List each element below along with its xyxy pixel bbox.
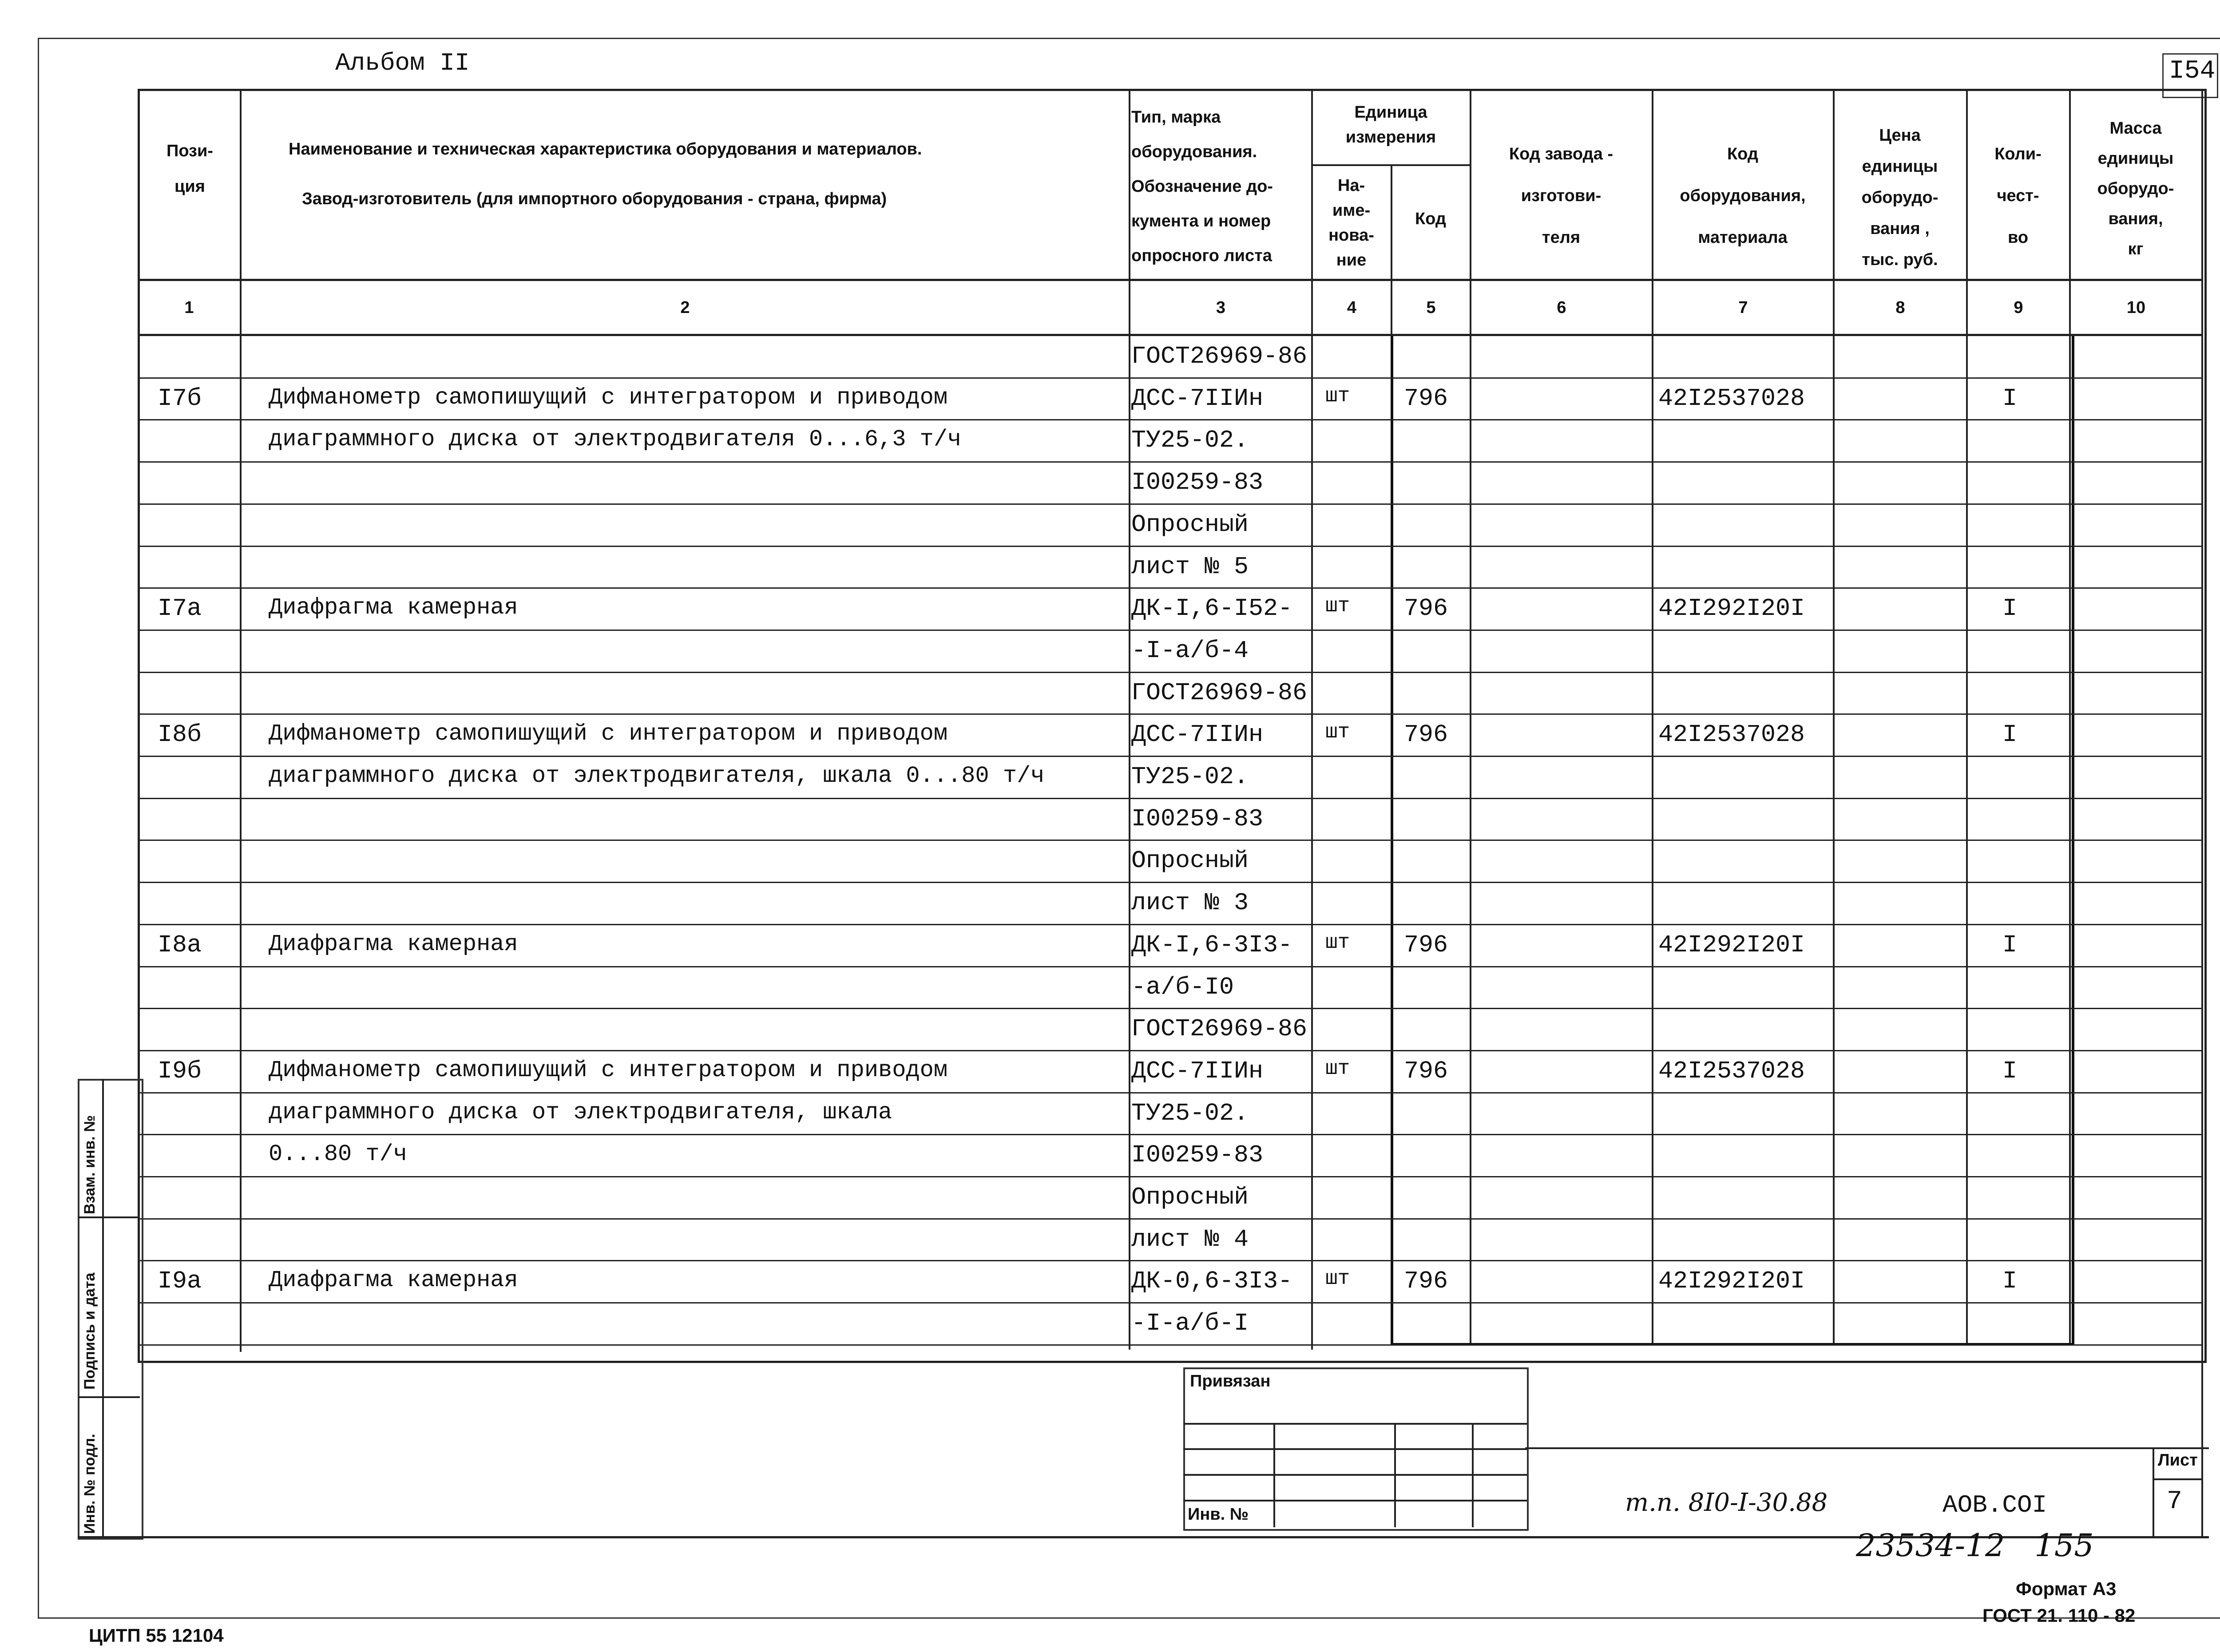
cell-type: -а/б-I0 (1131, 973, 1234, 1001)
cell-name: Диафрагма камерная (269, 594, 518, 621)
document-code: АОВ.СОI (1942, 1491, 2047, 1519)
cell-equip: 42I292I20I (1658, 1267, 1805, 1295)
format-label: Формат А3 (2016, 1578, 2117, 1599)
cell-name: диаграммного диска от электродвигателя, шкала (269, 1099, 892, 1125)
header-col7: Код оборудования, материала (1680, 145, 1806, 247)
cell-code: 796 (1404, 931, 1448, 959)
sheet-number: 7 (2167, 1487, 2182, 1516)
header-col9: Коли- чест- во (1994, 145, 2042, 247)
cell-type: лист № 4 (1131, 1225, 1249, 1253)
gost-label: ГОСТ 21. 110 - 82 (1982, 1605, 2136, 1626)
cell-code: 796 (1404, 1057, 1448, 1085)
cell-equip: 42I2537028 (1658, 721, 1805, 749)
page: Альбом II I54 Пози- ция Наименование и техническая характеристика оборудования и материалов. Завод-изготовитель (для импортного оборудования - страна, фирма) Тип, марка оборудования. Обозначение до- кумента и номер опросного листа Единица измерения На- име- нова- ние Код Код завода - изготови- теля Код оборудования, материала Цена единицы оборудо- вания , тыс. руб. Коли- чест- во Масса единицы оборудо- вания, кг 1 2 3 4 5 6 7 8 9 10 ГОСТ26969-86 I7б Дифманометр самопишущий с интегратором и приводом ДСС-7IIИн шт 796 42I2537028 I диаграммного диска от электродвигателя 0...6,3 т/ч ТУ25-02. I00259-83 Опросный лист № 5 I7а Диафрагма камерная ДК-I,6-I52- шт 796 42I292I20I I -I-а/б-4 ГОСТ26969-86 I8б Дифманометр самопишущий с интегратором и приводом ДСС-7IIИн шт 796 42I2537028 I диаграммного диска от электродвигателя, шкала 0...80 т/ч ТУ25-02. I00259-83 Опросный лист № 3 I8а Диафрагма камерная ДК-I,6-3I3- шт 796 42I292I20I I -а/б-I0 ГОСТ26969-86 I9б Дифманометр самопишущий с интегратором и приводом ДСС-7IIИн шт 796 42I2537028 I диаграммного диска от электродвигателя, шкала ТУ25-02. 0...80 т/ч I00259-83 Опросный лист № 4 I9а Диафрагма камерная ДК-0,6-3I3- шт 796 42I292I20I I -I-а/б-I Взам. инв. № Подпись и дата Инв. № подл. Привязан Инв. № т.п. 8I0-I-30.88 АОВ.СОI Лист 7 23534-12 155 Формат А3 ГОСТ 21. 110 - 82 ЦИТП 55 12104 (0, 0, 2220, 1652)
cell-type: -I-а/б-I (1131, 1309, 1249, 1338)
inv-no-label: Инв. № (1188, 1505, 1249, 1524)
cell-type: ТУ25-02. (1131, 426, 1249, 455)
cell-code: 796 (1404, 721, 1448, 749)
cell-type: I00259-83 (1131, 804, 1264, 833)
page-number: I54 (2169, 57, 2216, 86)
cell-type: ДК-I,6-I52- (1131, 594, 1293, 623)
cell-type: ДСС-7IIИн (1131, 384, 1264, 412)
cell-type: ДСС-7IIИн (1131, 1057, 1264, 1085)
cell-unit: шт (1325, 931, 1350, 954)
cell-type: ГОСТ26969-86 (1131, 342, 1308, 370)
cell-type: ТУ25-02. (1131, 1099, 1249, 1127)
cell-type: I00259-83 (1131, 1141, 1264, 1169)
cell-unit: шт (1325, 1057, 1350, 1080)
header-col5: Код (1415, 210, 1447, 228)
cell-name: Диафрагма камерная (269, 1267, 518, 1294)
cell-pos: I7б (158, 384, 202, 412)
cell-qty: I (2002, 1057, 2018, 1085)
printer-label: ЦИТП 55 12104 (89, 1625, 224, 1646)
cell-pos: I8б (158, 721, 202, 749)
cell-name: Диафрагма камерная (269, 931, 518, 957)
sheet-label: Лист (2158, 1451, 2198, 1470)
cell-pos: I8а (158, 931, 202, 959)
cell-code: 796 (1404, 384, 1448, 412)
cell-type: Опросный (1131, 510, 1249, 539)
header-col3: Тип, марка оборудования. Обозначение до- кумента и номер опросного листа (1131, 108, 1273, 265)
cell-unit: шт (1325, 721, 1350, 744)
cell-type: Опросный (1131, 847, 1249, 875)
header-col1: Пози- ция (166, 142, 213, 196)
cell-code: 796 (1404, 1267, 1448, 1295)
side-label-inv-podl: Инв. № подл. (81, 1434, 98, 1534)
header-col2-line2: Завод-изготовитель (для импортного оборудования - страна, фирма) (302, 190, 887, 208)
cell-type: лист № 3 (1131, 889, 1249, 917)
cell-equip: 42I2537028 (1658, 1057, 1805, 1085)
cell-name: 0...80 т/ч (269, 1141, 408, 1168)
cell-pos: I7а (158, 594, 202, 623)
header-col2-line1: Наименование и техническая характеристика оборудования и материалов. (289, 140, 922, 158)
cell-qty: I (2002, 1267, 2018, 1295)
cell-unit: шт (1325, 384, 1350, 408)
header-col10: Масса единицы оборудо- вания, кг (2097, 119, 2174, 258)
cell-qty: I (2002, 931, 2018, 959)
cell-name: Дифманометр самопишущий с интегратором и приводом (269, 721, 948, 747)
cell-name: диаграммного диска от электродвигателя, шкала 0...80 т/ч (269, 763, 1045, 789)
cell-type: лист № 5 (1131, 552, 1249, 581)
cell-equip: 42I292I20I (1658, 931, 1805, 959)
cell-equip: 42I292I20I (1658, 594, 1805, 623)
header-col6: Код завода - изготови- теля (1509, 145, 1613, 247)
cell-unit: шт (1325, 594, 1350, 618)
cell-type: ДК-I,6-3I3- (1131, 931, 1293, 959)
cell-type: ТУ25-02. (1131, 763, 1249, 791)
side-label-zam-inv: Взам. инв. № (81, 1115, 98, 1214)
cell-pos: I9а (158, 1267, 202, 1295)
cell-pos: I9б (158, 1057, 202, 1085)
header-col4: На- име- нова- ние (1328, 176, 1374, 269)
header-unit-group: Единица измерения (1345, 103, 1436, 147)
handwritten-number: 23534-12 155 (1856, 1527, 2094, 1564)
cell-type: ДК-0,6-3I3- (1131, 1267, 1293, 1295)
project-code: т.п. 8I0-I-30.88 (1625, 1488, 1828, 1517)
header-col8: Цена единицы оборудо- вания , тыс. руб. (1861, 126, 1939, 269)
cell-type: -I-а/б-4 (1131, 636, 1249, 665)
cell-name: диаграммного диска от электродвигателя 0...6,3 т/ч (269, 426, 962, 453)
cell-name: Дифманометр самопишущий с интегратором и приводом (269, 384, 948, 411)
album-label: Альбом II (335, 49, 470, 77)
cell-type: Опросный (1131, 1183, 1249, 1211)
cell-qty: I (2002, 721, 2018, 749)
cell-name: Дифманометр самопишущий с интегратором и приводом (269, 1057, 948, 1083)
cell-code: 796 (1404, 594, 1448, 623)
cell-equip: 42I2537028 (1658, 384, 1805, 412)
cell-type: ДСС-7IIИн (1131, 721, 1264, 749)
cell-qty: I (2002, 594, 2018, 623)
cell-qty: I (2002, 384, 2018, 412)
cell-type: ГОСТ26969-86 (1131, 678, 1308, 707)
privyazan-label: Привязан (1190, 1372, 1271, 1391)
cell-type: I00259-83 (1131, 468, 1264, 497)
cell-type: ГОСТ26969-86 (1131, 1015, 1308, 1043)
side-label-podpis: Подпись и дата (81, 1272, 98, 1390)
cell-unit: шт (1325, 1267, 1350, 1291)
